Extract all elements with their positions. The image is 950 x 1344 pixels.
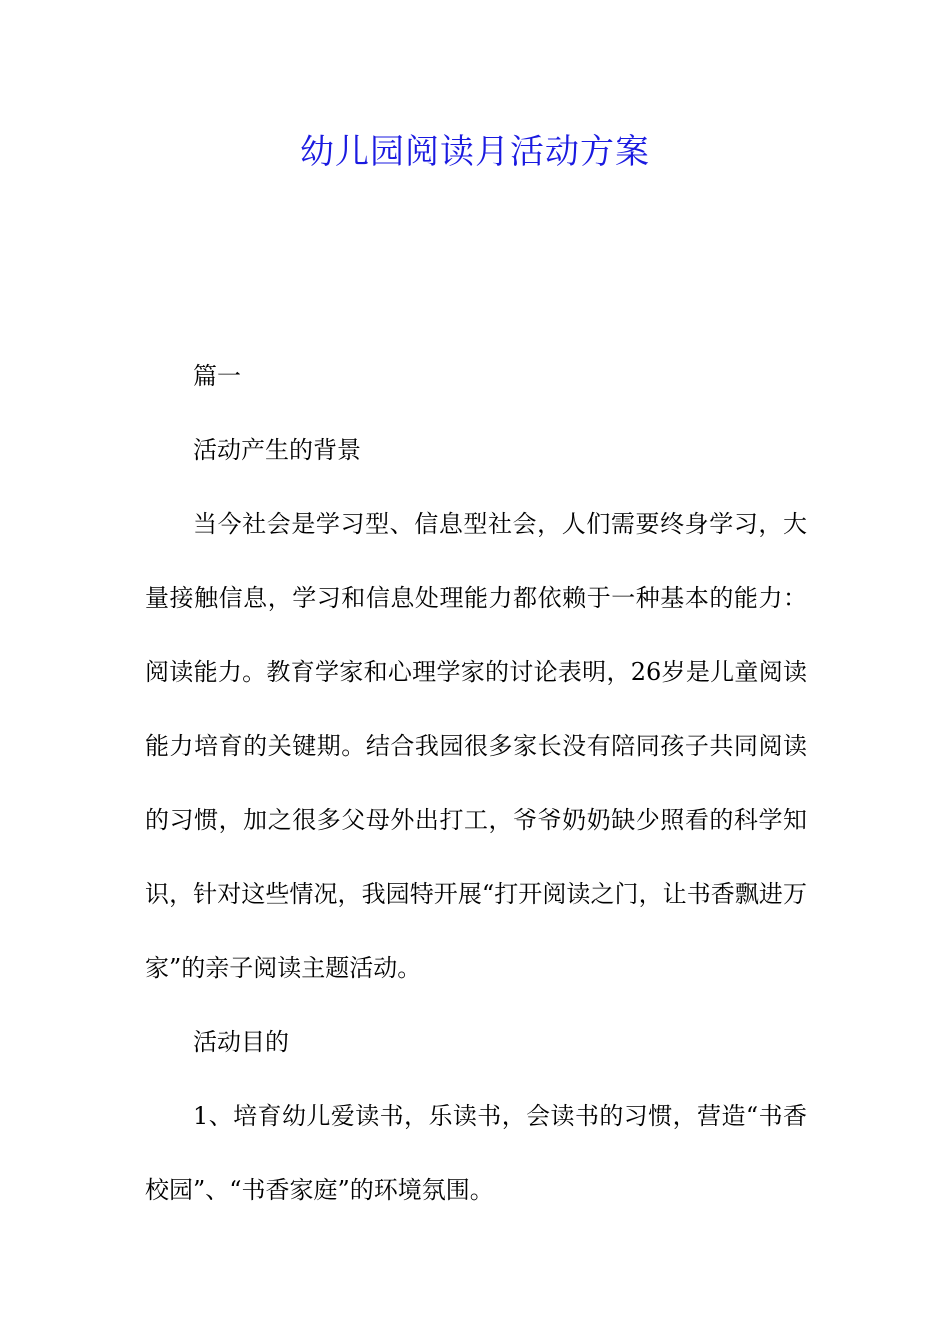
body-paragraph: 当今社会是学习型、信息型社会，人们需要终身学习，大量接触信息，学习和信息处理能力都依赖于一种基本的能力：阅读能力。教育学家和心理学家的讨论表明，26岁是儿童阅读能力培育的关键期。结合我园很多家长没有陪同孩子共同阅读的习惯，加之很多父母外出打工，爷爷奶奶缺少照看的科学知识，针对这些情况，我园特开展“打开阅读之门，让书香飘进万家”的亲子阅读主题活动。 <box>145 510 807 982</box>
subsection-heading: 活动产生的背景 <box>193 436 361 464</box>
section-heading: 篇一 <box>193 362 241 390</box>
document-title: 幼儿园阅读月活动方案 <box>300 132 650 172</box>
document-body <box>145 339 807 1227</box>
body-paragraph: 1、培育幼儿爱读书，乐读书，会读书的习惯，营造“书香校园”、“书香家庭”的环境氛围。 <box>145 1102 807 1204</box>
subsection-heading: 活动目的 <box>193 1028 289 1056</box>
